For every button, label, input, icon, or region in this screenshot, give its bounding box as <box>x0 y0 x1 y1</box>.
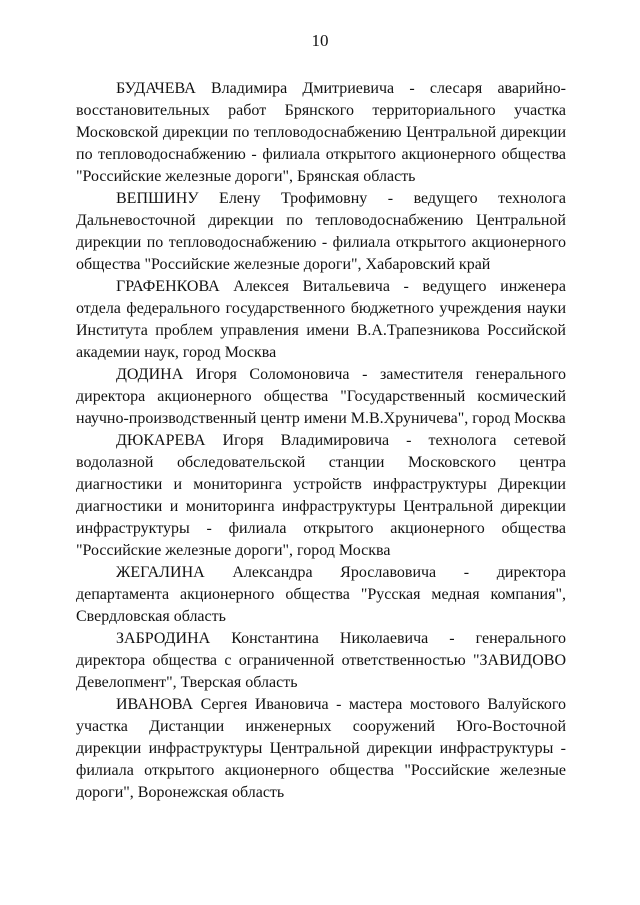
award-list <box>76 78 566 804</box>
award-entry-zhegalin: ЖЕГАЛИНА Александра Ярославовича - директора департамента акционерного общества "Русская медная компания", Свердловская область <box>76 564 566 625</box>
award-entry-dodin: ДОДИНА Игоря Соломоновича - заместителя генерального директора акционерного общества "Государственный космический научно-производственный центр имени М.В.Хруничева", город Москва <box>76 366 566 427</box>
award-entry-dyukarev: ДЮКАРЕВА Игоря Владимировича - технолога сетевой водолазной обследовательской станции Московского центра диагностики и мониторинга устройств инфраструктуры Дирекции диагностики и мониторинга инфраструктуры Центральной дирекции инфраструктуры - филиала открытого акционерного общества "Российские железные дороги", город Москва <box>76 432 566 559</box>
page-number: 10 <box>311 31 329 50</box>
award-entry-vepshina: ВЕПШИНУ Елену Трофимовну - ведущего технолога Дальневосточной дирекции по тепловодоснабжению Центральной дирекции по тепловодоснабжению - филиала открытого акционерного общества "Российские железные дороги", Хабаровский край <box>76 190 566 273</box>
award-entry-grafenkov: ГРАФЕНКОВА Алексея Витальевича - ведущего инженера отдела федерального государственного бюджетного учреждения науки Института проблем управления имени В.А.Трапезникова Российской академии наук, город Москва <box>76 278 566 361</box>
award-entry-zabrodin: ЗАБРОДИНА Константина Николаевича - генерального директора общества с ограниченной ответственностью "ЗАВИДОВО Девелопмент", Тверская область <box>76 630 566 691</box>
award-entry-budacheva: БУДАЧЕВА Владимира Дмитриевича - слесаря аварийно-восстановительных работ Брянского территориального участка Московской дирекции по тепловодоснабжению Центральной дирекции по тепловодоснабжению - филиала открытого акционерного общества "Российские железные дороги", Брянская область <box>76 80 566 185</box>
award-entry-ivanov: ИВАНОВА Сергея Ивановича - мастера мостового Валуйского участка Дистанции инженерных сооружений Юго-Восточной дирекции инфраструктуры Центральной дирекции инфраструктуры - филиала открытого акционерного общества "Российские железные дороги", Воронежская область <box>76 696 566 801</box>
